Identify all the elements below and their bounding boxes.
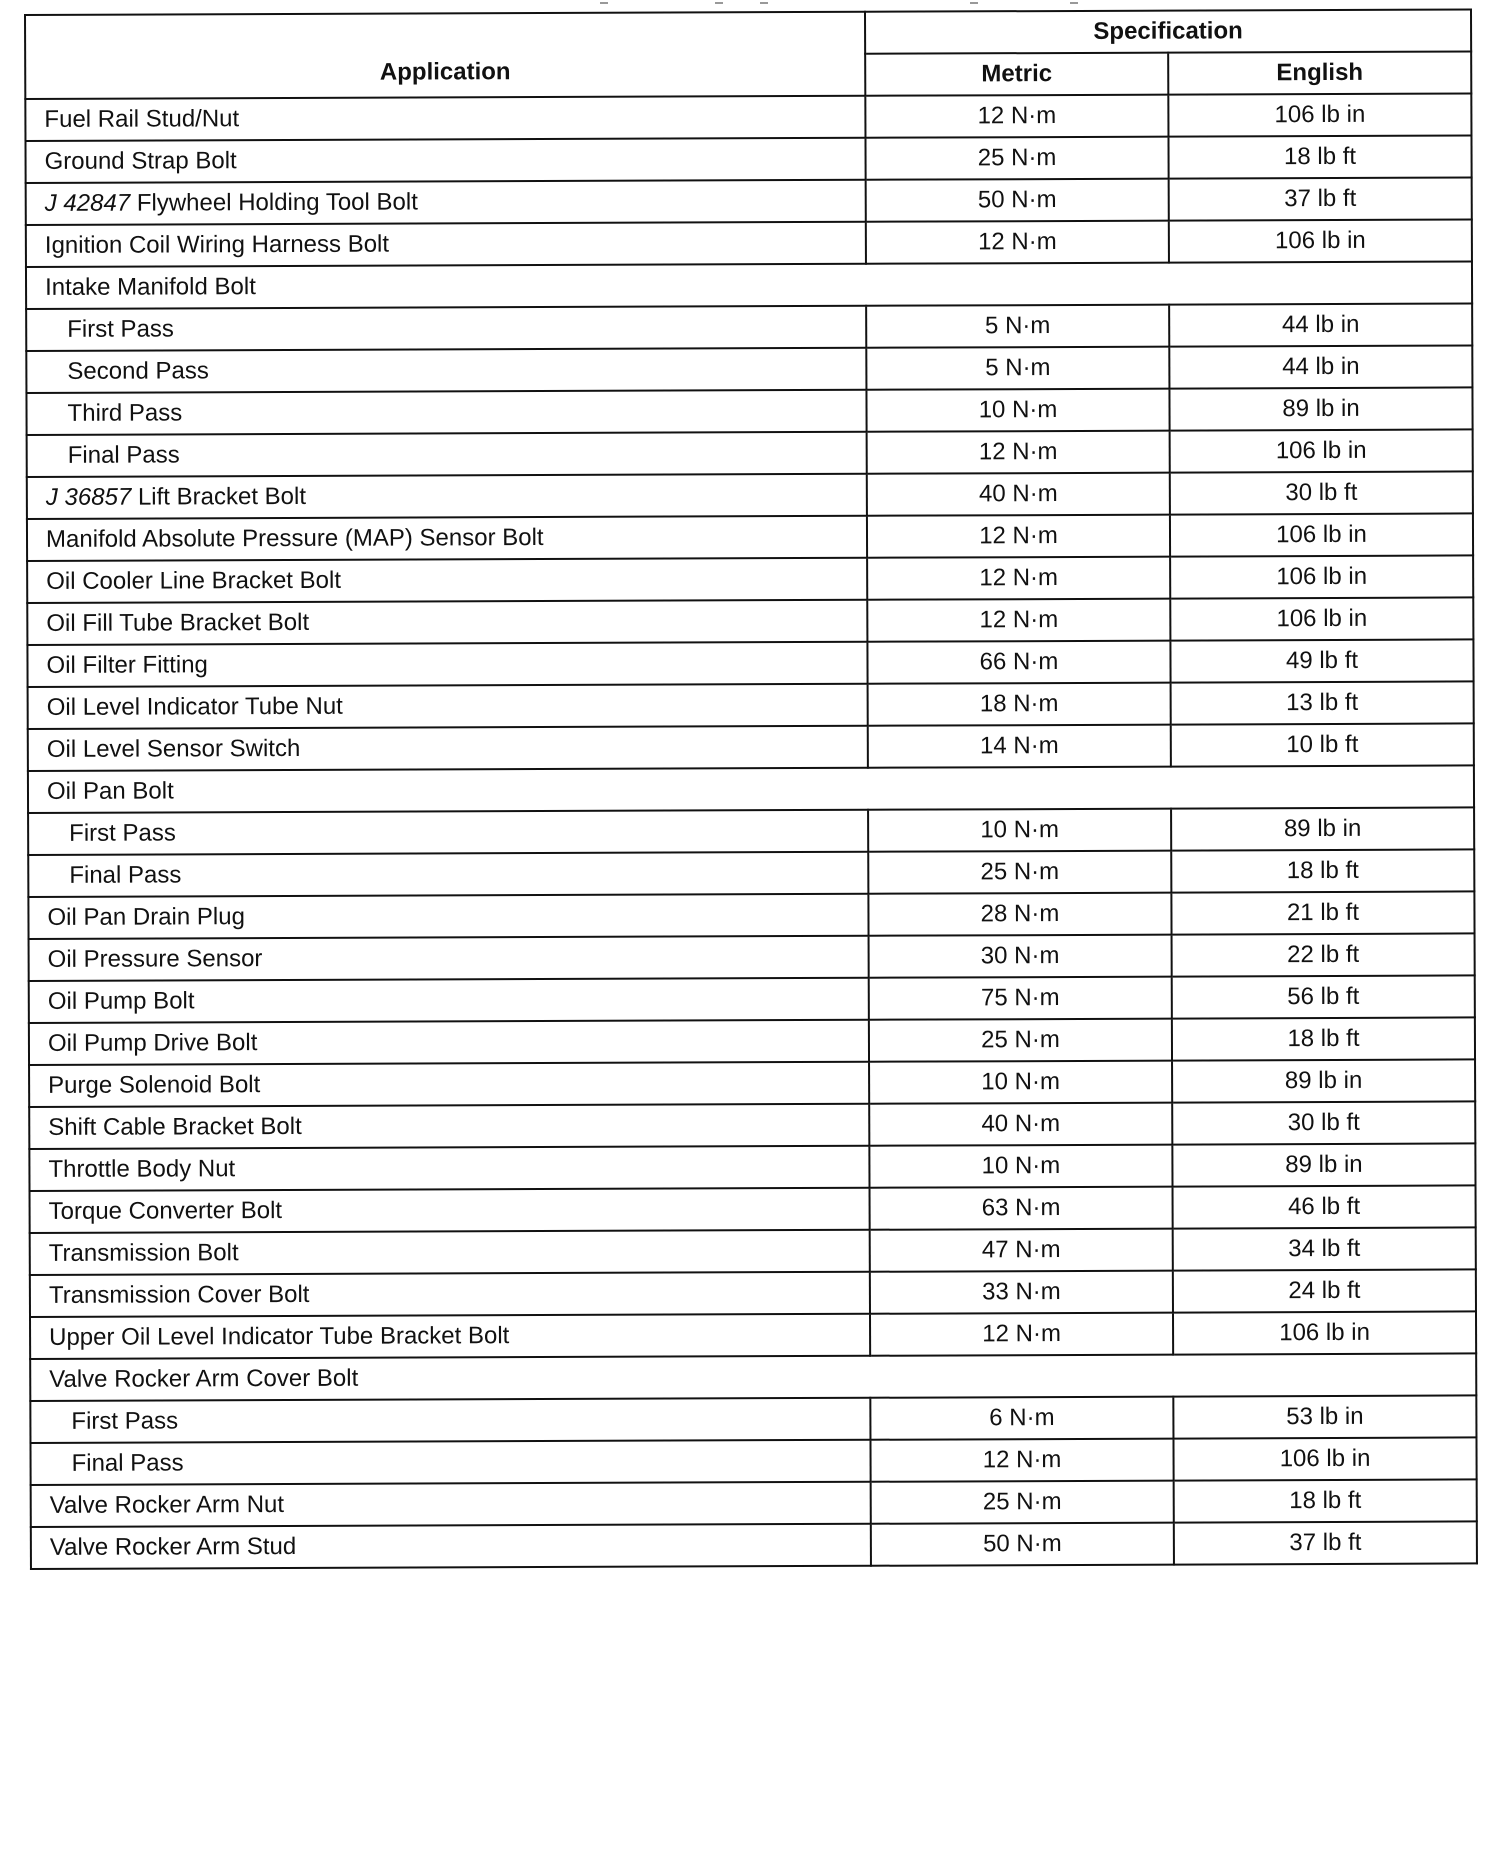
application-text: Oil Pump Bolt xyxy=(47,987,195,1015)
application-cell xyxy=(28,684,868,729)
table-row xyxy=(26,303,1472,351)
application-text: Torque Converter Bolt xyxy=(48,1197,283,1225)
metric-value: 12 N·m xyxy=(867,557,1170,600)
application-text: Flywheel Holding Tool Bolt xyxy=(136,188,418,217)
metric-value: 10 N·m xyxy=(866,389,1169,432)
application-cell xyxy=(30,1314,870,1359)
english-value: 106 lb in xyxy=(1173,1437,1476,1480)
english-value: 106 lb in xyxy=(1170,597,1473,640)
english-value: 106 lb in xyxy=(1168,93,1471,136)
application-cell xyxy=(26,180,866,225)
scan-artifact-marks xyxy=(600,0,1100,6)
table-row xyxy=(26,387,1472,435)
english-value: 53 lb in xyxy=(1173,1395,1476,1438)
pass-label xyxy=(30,1440,870,1485)
application-text: Throttle Body Nut xyxy=(48,1155,236,1183)
metric-value: 5 N·m xyxy=(866,305,1169,348)
application-text: Final Pass xyxy=(71,1449,184,1477)
english-value: 44 lb in xyxy=(1169,303,1472,346)
group-label xyxy=(28,765,1474,813)
table-row xyxy=(28,849,1474,897)
english-value: 106 lb in xyxy=(1173,1311,1476,1354)
metric-value: 12 N·m xyxy=(866,221,1169,264)
application-text: First Pass xyxy=(69,819,176,847)
application-text: Purge Solenoid Bolt xyxy=(48,1071,261,1099)
table-header xyxy=(25,9,1471,99)
application-text: Valve Rocker Arm Stud xyxy=(49,1532,297,1561)
group-label xyxy=(30,1353,1476,1401)
metric-value: 12 N·m xyxy=(870,1439,1173,1482)
metric-value: 18 N·m xyxy=(868,683,1171,726)
application-cell xyxy=(29,936,869,981)
metric-value: 10 N·m xyxy=(869,1145,1172,1188)
table-row xyxy=(29,1059,1475,1107)
english-value: 89 lb in xyxy=(1169,387,1472,430)
application-text: Oil Fill Tube Bracket Bolt xyxy=(46,608,310,637)
application-cell xyxy=(29,1146,869,1191)
group-label xyxy=(26,261,1472,309)
metric-value: 75 N·m xyxy=(869,977,1172,1020)
table-row xyxy=(30,1311,1476,1359)
metric-value: 30 N·m xyxy=(869,935,1172,978)
metric-value: 50 N·m xyxy=(866,179,1169,222)
table-row xyxy=(29,1143,1475,1191)
application-cell xyxy=(31,1482,871,1527)
application-cell xyxy=(26,222,866,267)
table-row xyxy=(27,513,1473,561)
table-row xyxy=(27,639,1473,687)
application-cell xyxy=(25,138,865,183)
english-value: 22 lb ft xyxy=(1172,933,1475,976)
application-text: Intake Manifold Bolt xyxy=(44,273,256,301)
english-value: 24 lb ft xyxy=(1173,1269,1476,1312)
application-text: First Pass xyxy=(67,315,174,343)
english-value: 44 lb in xyxy=(1169,345,1472,388)
application-text: Fuel Rail Stud/Nut xyxy=(44,105,240,133)
english-column-header: English xyxy=(1168,51,1471,94)
table-row xyxy=(26,219,1472,267)
application-text: Oil Pressure Sensor xyxy=(47,945,263,973)
english-value: 106 lb in xyxy=(1169,219,1472,262)
metric-value: 12 N·m xyxy=(870,1313,1173,1356)
metric-value: 40 N·m xyxy=(867,473,1170,516)
english-value: 30 lb ft xyxy=(1172,1101,1475,1144)
pass-label xyxy=(28,810,868,855)
application-cell xyxy=(30,1272,870,1317)
table-row xyxy=(26,345,1472,393)
application-text: Valve Rocker Arm Nut xyxy=(49,1491,285,1519)
table-body xyxy=(25,93,1477,1569)
table-row xyxy=(30,1437,1476,1485)
english-value: 106 lb in xyxy=(1170,555,1473,598)
metric-value: 25 N·m xyxy=(865,137,1168,180)
english-value: 89 lb in xyxy=(1171,807,1474,850)
metric-value: 10 N·m xyxy=(869,1061,1172,1104)
application-text: Lift Bracket Bolt xyxy=(137,482,307,511)
application-text: Valve Rocker Arm Cover Bolt xyxy=(49,1364,359,1393)
application-text: Oil Pan Drain Plug xyxy=(47,903,245,931)
pass-label xyxy=(27,432,867,477)
application-cell xyxy=(29,1062,869,1107)
metric-value: 10 N·m xyxy=(868,809,1171,852)
table-row xyxy=(29,975,1475,1023)
application-column-header: Application xyxy=(25,12,865,99)
metric-value: 63 N·m xyxy=(870,1187,1173,1230)
table-row xyxy=(27,597,1473,645)
table-row xyxy=(30,1395,1476,1443)
application-cell xyxy=(29,978,869,1023)
pass-label xyxy=(26,390,866,435)
english-value: 18 lb ft xyxy=(1171,849,1474,892)
application-text: Shift Cable Bracket Bolt xyxy=(48,1112,302,1141)
english-value: 18 lb ft xyxy=(1174,1479,1477,1522)
metric-value: 28 N·m xyxy=(868,893,1171,936)
application-text: Transmission Cover Bolt xyxy=(48,1280,310,1309)
metric-value: 12 N·m xyxy=(867,599,1170,642)
application-cell xyxy=(30,1230,870,1275)
specification-column-header: Specification xyxy=(865,9,1471,53)
table-row xyxy=(31,1521,1477,1569)
application-cell xyxy=(28,726,868,771)
english-value: 37 lb ft xyxy=(1174,1521,1477,1564)
torque-specification-table xyxy=(24,8,1478,1570)
english-value: 13 lb ft xyxy=(1171,681,1474,724)
header-row-top xyxy=(25,9,1471,57)
metric-value: 12 N·m xyxy=(865,95,1168,138)
english-value: 89 lb in xyxy=(1172,1143,1475,1186)
table-row xyxy=(29,933,1475,981)
english-value: 34 lb ft xyxy=(1173,1227,1476,1270)
application-text: Oil Filter Fitting xyxy=(46,651,208,679)
application-text: Transmission Bolt xyxy=(48,1239,239,1267)
metric-value: 33 N·m xyxy=(870,1271,1173,1314)
english-value: 89 lb in xyxy=(1172,1059,1475,1102)
application-cell xyxy=(27,558,867,603)
application-text: Ground Strap Bolt xyxy=(44,147,237,175)
metric-value: 25 N·m xyxy=(871,1481,1174,1524)
application-cell xyxy=(27,474,867,519)
application-text: Oil Level Sensor Switch xyxy=(46,734,301,763)
application-text: Second Pass xyxy=(67,357,209,385)
english-value: 49 lb ft xyxy=(1170,639,1473,682)
pass-label xyxy=(28,852,868,897)
table-row xyxy=(30,1269,1476,1317)
application-cell xyxy=(27,600,867,645)
table-row xyxy=(26,177,1472,225)
application-text: Manifold Absolute Pressure (MAP) Sensor Bolt xyxy=(45,524,544,553)
english-value: 56 lb ft xyxy=(1172,975,1475,1018)
application-text: Final Pass xyxy=(69,861,182,889)
table-row xyxy=(30,1185,1476,1233)
metric-value: 12 N·m xyxy=(867,515,1170,558)
table-row xyxy=(28,891,1474,939)
application-cell xyxy=(25,96,865,141)
pass-label xyxy=(26,348,866,393)
metric-column-header: Metric xyxy=(865,53,1168,96)
english-value: 30 lb ft xyxy=(1170,471,1473,514)
english-value: 18 lb ft xyxy=(1172,1017,1475,1060)
metric-value: 5 N·m xyxy=(866,347,1169,390)
application-text: First Pass xyxy=(71,1407,179,1435)
pass-label xyxy=(26,306,866,351)
application-cell xyxy=(31,1524,871,1569)
metric-value: 14 N·m xyxy=(868,725,1171,768)
english-value: 18 lb ft xyxy=(1168,135,1471,178)
table-row xyxy=(28,723,1474,771)
application-text: Oil Pump Drive Bolt xyxy=(47,1029,258,1057)
table-row xyxy=(27,555,1473,603)
metric-value: 6 N·m xyxy=(870,1397,1173,1440)
table-row xyxy=(27,429,1473,477)
pass-label xyxy=(30,1398,870,1443)
group-row xyxy=(30,1353,1476,1401)
metric-value: 25 N·m xyxy=(868,851,1171,894)
table-row xyxy=(31,1479,1477,1527)
table-row xyxy=(25,135,1471,183)
application-cell xyxy=(29,1020,869,1065)
application-text: Oil Pan Bolt xyxy=(46,777,174,805)
group-row xyxy=(26,261,1472,309)
english-value: 106 lb in xyxy=(1170,513,1473,556)
application-text: Oil Level Indicator Tube Nut xyxy=(46,692,343,721)
table-row xyxy=(29,1017,1475,1065)
metric-value: 12 N·m xyxy=(867,431,1170,474)
metric-value: 47 N·m xyxy=(870,1229,1173,1272)
metric-value: 66 N·m xyxy=(867,641,1170,684)
application-text: Final Pass xyxy=(67,441,180,469)
english-value: 10 lb ft xyxy=(1171,723,1474,766)
table-row xyxy=(28,807,1474,855)
english-value: 21 lb ft xyxy=(1171,891,1474,934)
table-row xyxy=(27,471,1473,519)
application-cell xyxy=(28,894,868,939)
tool-reference: J 36857 xyxy=(45,483,132,511)
application-text: Ignition Coil Wiring Harness Bolt xyxy=(44,230,390,259)
table-row xyxy=(25,93,1471,141)
application-cell xyxy=(29,1104,869,1149)
application-text: Oil Cooler Line Bracket Bolt xyxy=(46,566,342,595)
tool-reference: J 42847 xyxy=(44,189,131,217)
english-value: 46 lb ft xyxy=(1173,1185,1476,1228)
group-row xyxy=(28,765,1474,813)
english-value: 37 lb ft xyxy=(1169,177,1472,220)
table-row xyxy=(28,681,1474,729)
application-text: Third Pass xyxy=(67,399,183,427)
table-row xyxy=(29,1101,1475,1149)
application-cell xyxy=(30,1188,870,1233)
application-cell xyxy=(27,516,867,561)
application-text: Upper Oil Level Indicator Tube Bracket Bolt xyxy=(49,1322,510,1351)
english-value: 106 lb in xyxy=(1170,429,1473,472)
metric-value: 25 N·m xyxy=(869,1019,1172,1062)
table-row xyxy=(30,1227,1476,1275)
metric-value: 40 N·m xyxy=(869,1103,1172,1146)
application-cell xyxy=(27,642,867,687)
metric-value: 50 N·m xyxy=(871,1523,1174,1566)
